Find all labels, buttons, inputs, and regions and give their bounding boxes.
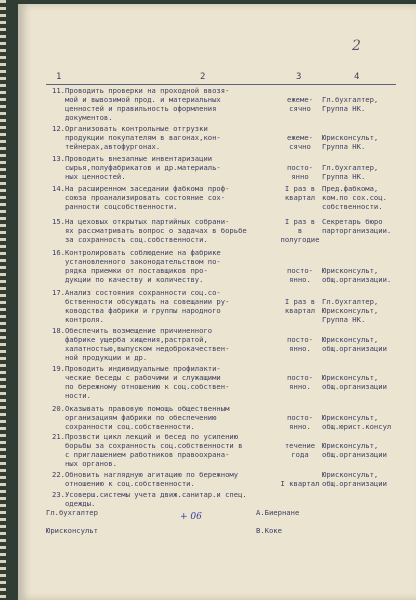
handwritten-note: + 06 bbox=[180, 512, 202, 522]
signature-name: В.Коке bbox=[256, 526, 282, 535]
measure-period: посто- янно. bbox=[287, 372, 313, 391]
signature-role: Юрисконсульт bbox=[46, 526, 98, 535]
measure-period: течение года bbox=[284, 440, 316, 459]
measure-responsible: Секретарь бюро парторганизации. bbox=[322, 217, 392, 235]
measure-period: посто- янно bbox=[287, 162, 313, 181]
measure-responsible: Гл.бухгалтер, Группа НК. bbox=[322, 94, 379, 113]
page-number: 2 bbox=[352, 38, 361, 54]
measure-responsible: Юрисконсульт, общ.организации bbox=[322, 372, 387, 391]
measure-responsible: Юрисконсульт, общ.организации bbox=[322, 440, 387, 459]
measure-period: ежеме- сячно bbox=[287, 94, 313, 113]
measure-responsible: Юрисконсульт, общ.юрист.консул bbox=[322, 412, 392, 431]
measure-responsible: Гл.бухгалтер, Группа НК. bbox=[322, 162, 379, 181]
measure-text: 22.Обновить наглядную агитацию по бережному отношению к соц.собственности. bbox=[52, 470, 239, 488]
measure-responsible: Пред.фабкома, ком.по сох.соц. собственности. bbox=[322, 184, 387, 211]
signature-role: Гл.бухгалтер bbox=[46, 508, 98, 517]
measure-responsible: Юрисконсульт, общ.организации. bbox=[322, 265, 392, 284]
measure-period: посто- янно. bbox=[287, 265, 313, 284]
measure-period: I раз в квартал bbox=[284, 184, 316, 202]
measure-responsible: Юрисконсульт, общ.организации bbox=[322, 334, 387, 353]
measure-text: 16.Контролировать соблюдение на фабрике установленного законодательством по- рядка приемки от поставщиков про- дукции по качеству и количеству. bbox=[52, 248, 221, 284]
measure-text: 12.Организовать контрольные отгрузки продукции покупателям в вагонах,кон- тейнерах,автофургонах. bbox=[52, 124, 221, 151]
measure-text: 14.На расширенном заседании фабкома проф- союза проанализировать состояние сох- ранности соцсобственности. bbox=[52, 184, 230, 211]
measure-responsible: Гл.бухгалтер, Юрисконсульт, Группа НК. bbox=[322, 296, 379, 324]
measure-text: 13.Проводить внезапные инвентаризации сырья,полуфабрикатов и др.материаль- ных ценностей. bbox=[52, 154, 221, 181]
measure-text: 15.На цеховых открытых партийных собрани- ях рассматривать вопрос о задачах в борьбе за сохранность соц.собственности. bbox=[52, 217, 247, 244]
measure-text: 23.Усоверш.системы учета движ.санитар.и спец. одежды. bbox=[52, 490, 247, 508]
column-header-1: 1 bbox=[56, 72, 62, 82]
measure-period: ежеме- сячно bbox=[287, 132, 313, 151]
measure-text: 19.Проводить индивидуальные профилакти- ческие беседы с рабочими и служащими по бережному отношению к соц.собствен- ности. bbox=[52, 364, 230, 400]
measure-period: I раз в квартал bbox=[284, 296, 316, 315]
column-header-2: 2 bbox=[200, 72, 206, 82]
measure-text: 21.Прозвсти цикл лекций и бесед по усилению борьбы за сохранность соц.собственности в с приглашением работников правоохрана- ных органов. bbox=[52, 432, 243, 468]
measure-responsible: Юрисконсульт, Группа НК. bbox=[322, 132, 379, 151]
measure-responsible: Юрисконсульт, общ.организации bbox=[322, 470, 387, 488]
measure-text: 18.Обеспечить возмещение причиненного фабрике ущерба хищения,растратой, халатностью,выпуском недоброкачествен- ной продукции и др. bbox=[52, 326, 230, 362]
column-header-4: 4 bbox=[354, 72, 360, 82]
measure-text: 11.Проводить проверки на проходной ввозя- мой и вывозимой прод. и материальных ценностей и правильность оформления документов. bbox=[52, 86, 230, 122]
measure-text: 20.Оказывать правовую помощь общественным организациям фабрики по обеспечению сохранности соц.собственности. bbox=[52, 404, 230, 431]
header-rule bbox=[46, 84, 396, 85]
signature-name: А.Биернане bbox=[256, 508, 300, 517]
measure-period: I квартал bbox=[280, 478, 320, 488]
column-header-3: 3 bbox=[296, 72, 302, 82]
measure-text: 17.Анализ состояния сохранности соц.со- бственности обсуждать на совещании ру- ководства фабрики и группы народного контроля. bbox=[52, 288, 230, 324]
measure-period: посто- янно. bbox=[287, 334, 313, 353]
measure-period: посто- янно. bbox=[287, 412, 313, 431]
measure-period: I раз в в полугодие bbox=[280, 217, 320, 244]
binding-edge bbox=[0, 0, 6, 600]
